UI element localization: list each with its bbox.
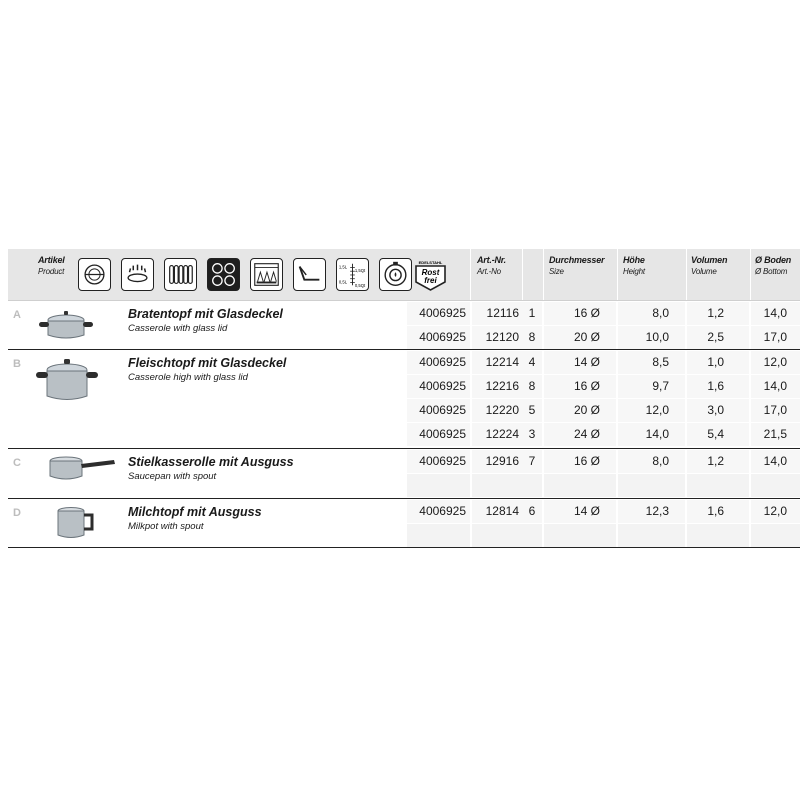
table-row: [8, 524, 800, 548]
rostfrei-top: EDELSTAHL: [418, 260, 443, 265]
group-letter: C: [13, 457, 21, 469]
diameter-cell: [544, 474, 616, 497]
measuring-scale-icon: [336, 258, 369, 291]
bottom-diameter-cell: 17,0: [751, 399, 800, 422]
volume-cell: 1,6: [687, 375, 749, 398]
height-cell: 10,0: [618, 326, 685, 349]
table-header: [8, 249, 800, 301]
art-nr-cell: 12220: [472, 399, 522, 422]
diameter-cell: 16 Ø: [544, 375, 616, 398]
diameter-cell: 16 Ø: [544, 450, 616, 473]
code-cell: [522, 474, 542, 497]
header-hoehe-label: Höhe: [623, 255, 645, 265]
height-cell: 12,0: [618, 399, 685, 422]
oven-icon: [293, 258, 326, 291]
table-row: [8, 399, 800, 423]
height-cell: 12,3: [618, 500, 685, 523]
height-cell: 14,0: [618, 423, 685, 446]
bottom-diameter-cell: [751, 474, 800, 497]
volume-cell: 2,5: [687, 326, 749, 349]
header-artikel: [38, 255, 65, 276]
product-subtitle: Milkpot with spout: [128, 521, 204, 532]
bottom-diameter-cell: 12,0: [751, 351, 800, 374]
height-cell: 8,5: [618, 351, 685, 374]
product-subtitle: Casserole high with glass lid: [128, 372, 248, 383]
table-row: [8, 450, 800, 474]
scale-label-2: 1,5Qt: [354, 268, 366, 274]
code-cell: 6: [522, 500, 542, 523]
volume-cell: [687, 474, 749, 497]
ean-cell: 4006925: [407, 423, 470, 446]
volume-cell: 5,4: [687, 423, 749, 446]
header-boden: [755, 255, 791, 276]
table-row: [8, 423, 800, 447]
ean-cell: 4006925: [407, 326, 470, 349]
table-row: [8, 375, 800, 399]
scale-label-4: 0,5Qt: [354, 283, 366, 289]
height-cell: 8,0: [618, 450, 685, 473]
rostfrei-main2: frei: [424, 276, 437, 285]
ean-cell: 4006925: [407, 375, 470, 398]
diameter-cell: 14 Ø: [544, 500, 616, 523]
volume-cell: 1,0: [687, 351, 749, 374]
table-row: [8, 326, 800, 350]
ean-cell: 4006925: [407, 351, 470, 374]
bottom-diameter-cell: 12,0: [751, 500, 800, 523]
bottom-diameter-cell: [751, 524, 800, 547]
header-durchmesser: [549, 255, 604, 276]
header-hoehe: [623, 255, 645, 276]
height-cell: [618, 524, 685, 547]
height-cell: [618, 474, 685, 497]
bottom-diameter-cell: 14,0: [751, 450, 800, 473]
rostfrei-main1: Rost: [421, 268, 440, 277]
art-nr-cell: [472, 474, 522, 497]
art-nr-cell: [472, 524, 522, 547]
table-row: [8, 302, 800, 326]
header-size-label: Size: [549, 267, 564, 276]
group-letter: B: [13, 358, 21, 370]
height-cell: 9,7: [618, 375, 685, 398]
product-group-a: [8, 301, 800, 350]
bottom-diameter-cell: 21,5: [751, 423, 800, 446]
electric-coil-icon: [164, 258, 197, 291]
code-cell: [522, 524, 542, 547]
product-subtitle: Saucepan with spout: [128, 471, 217, 482]
bottom-diameter-cell: 14,0: [751, 375, 800, 398]
diameter-cell: 16 Ø: [544, 302, 616, 325]
header-durchmesser-label: Durchmesser: [549, 255, 605, 265]
art-nr-cell: 12120: [472, 326, 522, 349]
product-group-c: [8, 449, 800, 499]
product-table: [8, 249, 800, 548]
table-row: [8, 500, 800, 524]
product-name: Bratentopf mit Glasdeckel: [128, 307, 283, 321]
bottom-diameter-cell: 14,0: [751, 302, 800, 325]
diameter-cell: 14 Ø: [544, 351, 616, 374]
diameter-cell: 20 Ø: [544, 326, 616, 349]
header-boden-label: Ø Boden: [755, 255, 792, 265]
gas-icon: [121, 258, 154, 291]
header-bottom-label: Ø Bottom: [755, 267, 788, 276]
table-row: [8, 351, 800, 375]
diameter-cell: [544, 524, 616, 547]
header-artno-label: Art.-No: [477, 267, 501, 276]
dishwasher-icon: [250, 258, 283, 291]
header-volume-label: Volume: [691, 267, 717, 276]
rostfrei-edelstahl-icon: [414, 258, 447, 291]
header-artikel-label: Artikel: [38, 255, 65, 265]
header-artnr: [477, 255, 506, 276]
ean-cell: 4006925: [407, 302, 470, 325]
product-name: Fleischtopf mit Glasdeckel: [128, 356, 287, 370]
scale-label-3: 0,5L: [338, 279, 348, 285]
code-cell: 8: [522, 326, 542, 349]
table-row: [8, 474, 800, 498]
art-nr-cell: 12116: [472, 302, 522, 325]
art-nr-cell: 12224: [472, 423, 522, 446]
header-artnr-label: Art.-Nr.: [477, 255, 506, 265]
volume-cell: 1,2: [687, 302, 749, 325]
height-cell: 8,0: [618, 302, 685, 325]
volume-cell: [687, 524, 749, 547]
group-letter: A: [13, 309, 21, 321]
code-cell: 4: [522, 351, 542, 374]
product-group-b: [8, 350, 800, 449]
code-cell: 8: [522, 375, 542, 398]
code-cell: 1: [522, 302, 542, 325]
scale-label-1: 1,5L: [338, 264, 348, 270]
product-name: Stielkasserolle mit Ausguss: [128, 455, 294, 469]
volume-cell: 1,2: [687, 450, 749, 473]
thermo-knob-icon: [379, 258, 412, 291]
ean-cell: 4006925: [407, 500, 470, 523]
product-name: Milchtopf mit Ausguss: [128, 505, 262, 519]
product-subtitle: Casserole with glass lid: [128, 323, 228, 334]
art-nr-cell: 12214: [472, 351, 522, 374]
diameter-cell: 20 Ø: [544, 399, 616, 422]
ean-cell: 4006925: [407, 399, 470, 422]
ceramic-hob-icon: [207, 258, 240, 291]
ean-cell: [407, 524, 470, 547]
header-product-label: Product: [38, 267, 65, 276]
ean-cell: [407, 474, 470, 497]
diameter-cell: 24 Ø: [544, 423, 616, 446]
code-cell: 5: [522, 399, 542, 422]
art-nr-cell: 12916: [472, 450, 522, 473]
product-group-d: [8, 499, 800, 548]
bottom-diameter-cell: 17,0: [751, 326, 800, 349]
art-nr-cell: 12814: [472, 500, 522, 523]
group-letter: D: [13, 507, 21, 519]
code-cell: 7: [522, 450, 542, 473]
art-nr-cell: 12216: [472, 375, 522, 398]
volume-cell: 1,6: [687, 500, 749, 523]
header-volumen-label: Volumen: [691, 255, 728, 265]
header-height-label: Height: [623, 267, 645, 276]
code-cell: 3: [522, 423, 542, 446]
volume-cell: 3,0: [687, 399, 749, 422]
induction-icon: [78, 258, 111, 291]
ean-cell: 4006925: [407, 450, 470, 473]
header-volumen: [691, 255, 727, 276]
